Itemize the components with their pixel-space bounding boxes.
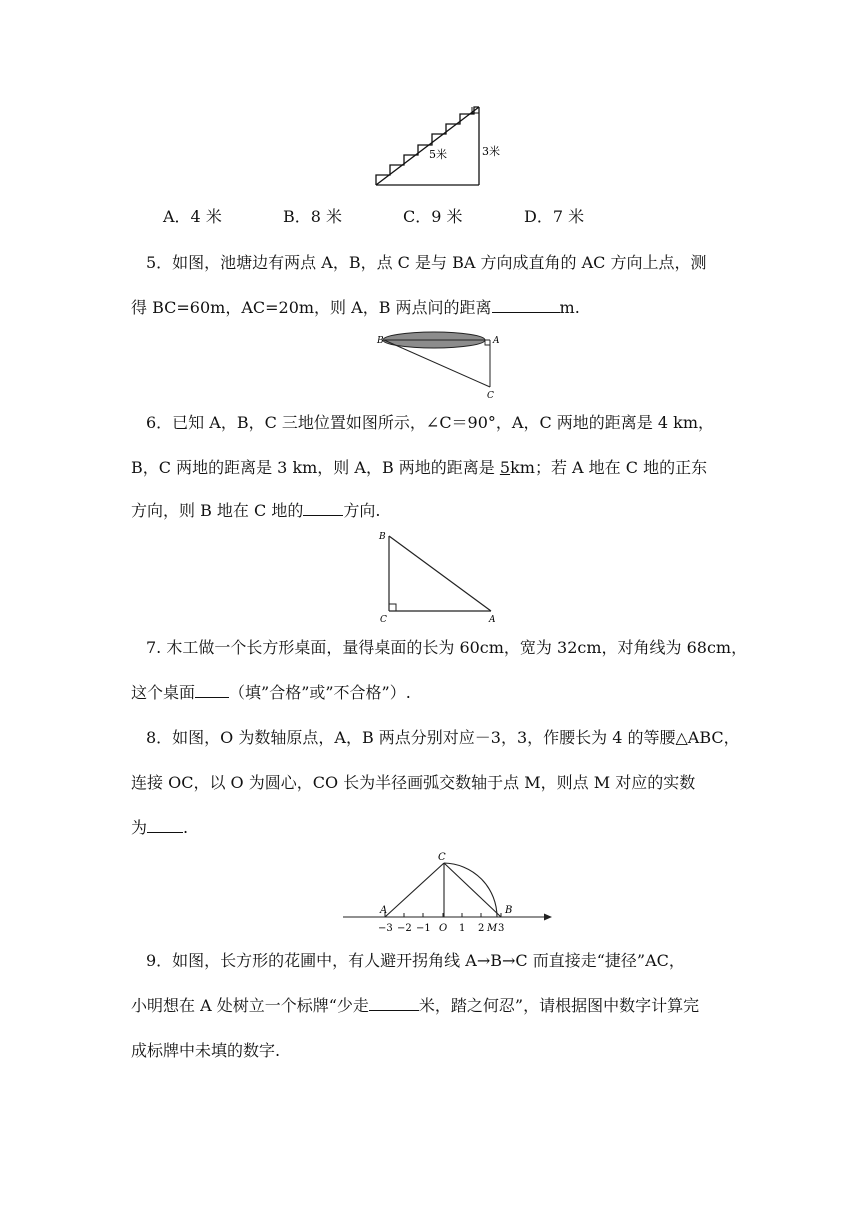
q6-answer-blank[interactable] (303, 500, 343, 516)
q9-text: 小明想在 A 处树立一个标牌“少走 (131, 996, 369, 1015)
option-c: C．9 米 (403, 207, 463, 226)
q7-answer-blank[interactable] (195, 682, 229, 698)
label-m: M (487, 923, 498, 934)
option-d: D．7 米 (524, 207, 585, 226)
label-b: B (505, 905, 513, 916)
triangle-label-b: B (379, 532, 386, 542)
q7-text: 这个桌面 (131, 683, 196, 702)
q9-line-1: 9．如图，长方形的花圃中，有人避开拐角线 A→B→C 而直接走“捷径”AC， (146, 951, 685, 970)
q6-text: B，C 两地的距离是 3 km，则 A，B 两地的距离是 (131, 458, 500, 477)
q6-suffix: 方向. (343, 501, 381, 520)
q6-line-3 (131, 500, 380, 522)
tick-label-minus1: −1 (416, 923, 431, 934)
tick-label-minus2: −2 (397, 923, 412, 934)
pond-figure (372, 326, 507, 402)
q5-unit: m. (559, 298, 580, 317)
q8-line-1: 8．如图，O 为数轴原点，A，B 两点分别对应－3，3，作腰长为 4 的等腰△ABC， (146, 728, 740, 747)
q6-line-1: 6．已知 A，B，C 三地位置如图所示，∠C＝90°，A，C 两地的距离是 4 km， (146, 413, 715, 432)
triangle-figure (372, 527, 507, 627)
axis-arrow (544, 914, 552, 921)
option-a: A．4 米 (163, 207, 222, 226)
pond-label-a: A (493, 336, 500, 346)
label-a: A (380, 905, 388, 916)
q5-line-2 (131, 297, 580, 319)
tick-label-minus3: −3 (378, 923, 393, 934)
pond-label-b: B (377, 336, 384, 346)
option-b: B．8 米 (283, 207, 343, 226)
triangle-label-a: A (489, 615, 496, 625)
q6-text-3: 方向，则 B 地在 C 地的 (131, 501, 304, 520)
triangle-right-angle (389, 604, 396, 611)
q8-answer-blank[interactable] (147, 817, 183, 833)
q7-line-2 (131, 682, 411, 704)
q9-line-2 (131, 995, 699, 1017)
q7-line-1: 7. 木工做一个长方形桌面，量得桌面的长为 60cm，宽为 32cm，对角线为 68cm， (146, 638, 748, 657)
axis-ticks (385, 913, 501, 917)
tick-label-2: 2 (478, 923, 485, 934)
pond-right-angle (485, 340, 490, 345)
triangle-label-c: C (380, 615, 387, 625)
stairs-figure (370, 100, 510, 190)
tick-label-3: 3 (498, 923, 505, 934)
triangle-side-ba (389, 536, 491, 611)
q5-line-1: 5．如图，池塘边有两点 A，B，点 C 是与 BA 方向成直角的 AC 方向上点，测 (146, 253, 707, 272)
q6-answer: 5 (499, 458, 511, 477)
q7-hint: （填”合格”或”不合格”）. (229, 683, 411, 702)
q9-answer-blank[interactable] (369, 995, 419, 1011)
numberline-figure (340, 846, 555, 936)
q8-period: . (183, 818, 189, 837)
q9-text-cont: 米，踏之何忍”，请根据图中数字计算完 (418, 996, 700, 1015)
stairs-hypotenuse (376, 107, 479, 185)
tick-label-1: 1 (459, 923, 466, 934)
q8-text: 为 (131, 818, 148, 837)
stairs-side-label: 3米 (482, 145, 500, 158)
q5-text: 得 BC=60m，AC=20m，则 A，B 两点问的距离 (131, 298, 492, 317)
pond-label-c: C (487, 391, 494, 401)
q5-answer-blank[interactable] (492, 297, 560, 313)
label-c: C (438, 852, 446, 863)
label-o: O (439, 923, 448, 934)
q8-line-3 (131, 817, 188, 839)
q9-line-3: 成标牌中未填的数字. (131, 1041, 281, 1060)
q6-text-cont: km；若 A 地在 C 地的正东 (510, 458, 708, 477)
q6-line-2 (131, 457, 707, 479)
stairs-hyp-label: 5米 (429, 148, 447, 161)
q8-line-2: 连接 OC，以 O 为圆心，CO 长为半径画弧交数轴于点 M，则点 M 对应的实数 (131, 773, 696, 792)
segment-ac (385, 863, 444, 917)
